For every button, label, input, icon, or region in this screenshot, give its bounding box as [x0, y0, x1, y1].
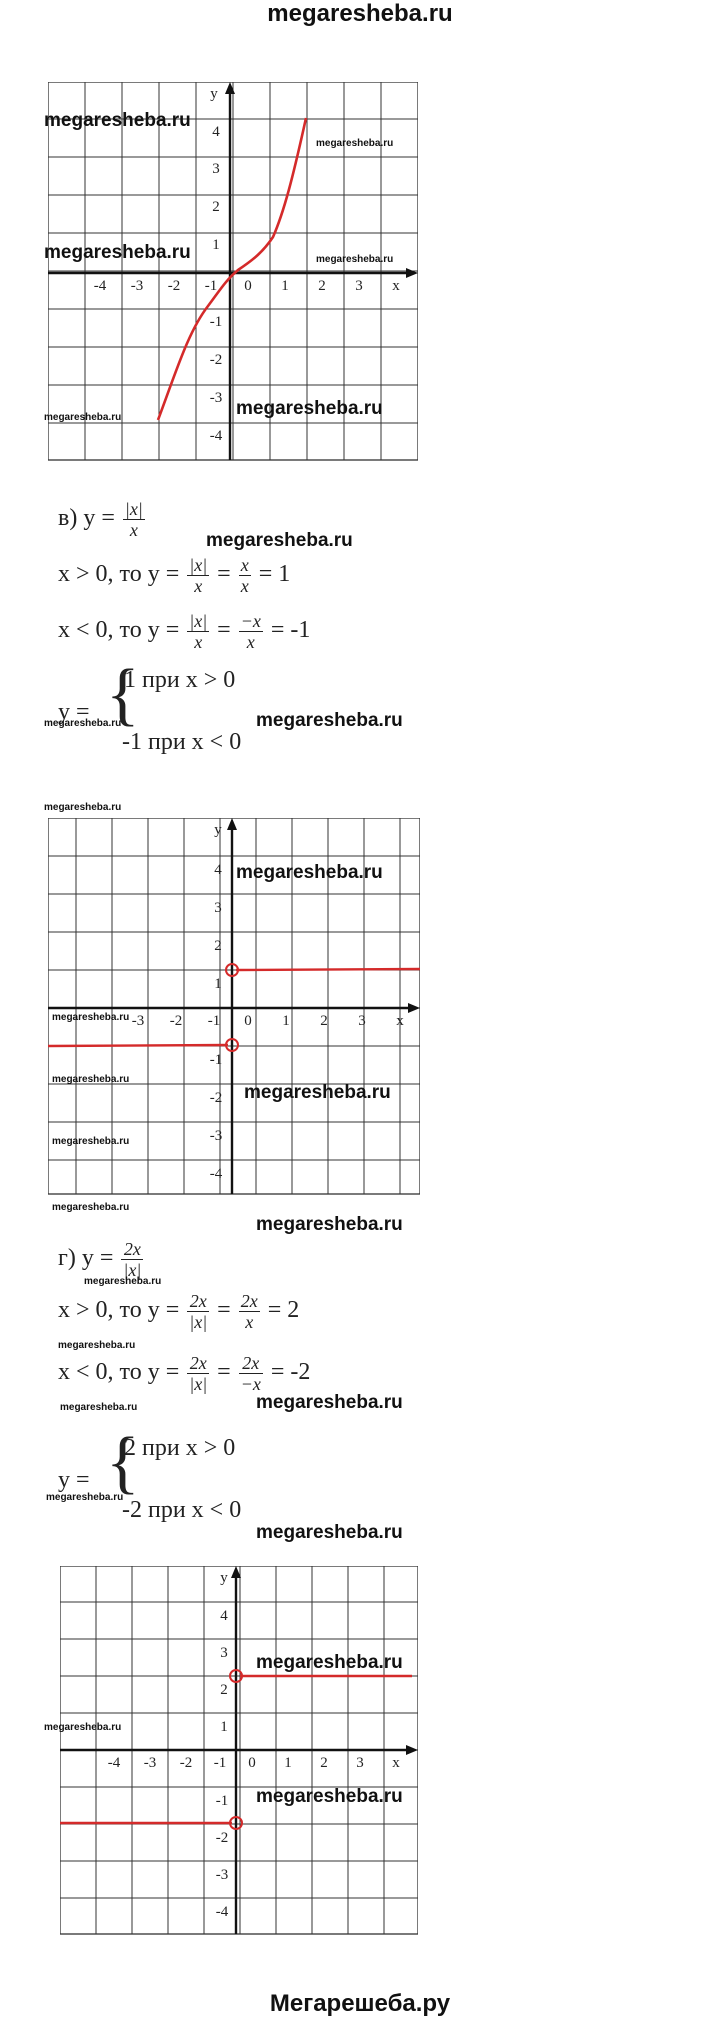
tick-y: 3	[212, 161, 220, 177]
x-axis-arrow-2	[408, 1003, 420, 1013]
tick-y: 4	[212, 124, 220, 140]
part-g-system-line-2: -2 при x < 0	[122, 1497, 242, 1523]
tick-x: 3	[356, 1755, 364, 1771]
tick-y: 2	[214, 938, 222, 954]
tick-y: -1	[209, 314, 223, 330]
watermark: megaresheba.ru	[44, 718, 122, 729]
tick-x: 2	[318, 278, 326, 294]
tick-x: 3	[355, 278, 363, 294]
watermark: megaresheba.ru	[84, 1276, 162, 1287]
part-g-system-line-1: 2 при x > 0	[124, 1435, 236, 1461]
part-g-definition: г) y = $\frac{2x}{|x|}$	[58, 1239, 142, 1280]
tick-y: -2	[215, 1830, 229, 1846]
watermark: megaresheba.ru	[52, 1012, 130, 1023]
part-g-case-positive: x > 0, то y = $\frac{2x}{|x|}$ = $\frac{2x}{x}$ = 2	[58, 1291, 300, 1332]
y-axis-arrow-2	[227, 818, 237, 830]
tick-y: -3	[215, 1867, 229, 1883]
tick-y: -1	[215, 1793, 229, 1809]
graph-3	[60, 1566, 418, 1936]
part-v-system-line-2: -1 при x < 0	[122, 729, 242, 755]
watermark: megaresheba.ru	[46, 1492, 124, 1503]
tick-y: -2	[209, 1090, 223, 1106]
tick-y: 3	[214, 900, 222, 916]
part-v-definition: в) y = $\frac{|x|}{x}$	[58, 499, 143, 540]
watermark: megaresheba.ru	[44, 242, 191, 263]
tick-x: 0	[248, 1755, 256, 1771]
tick-y: 2	[220, 1682, 228, 1698]
tick-x: -1	[204, 278, 218, 294]
tick-y: -4	[209, 1166, 223, 1182]
tick-y: 3	[220, 1645, 228, 1661]
watermark: megaresheba.ru	[58, 1340, 136, 1351]
watermark: megaresheba.ru	[52, 1136, 130, 1147]
tick-x: 0	[244, 278, 252, 294]
tick-x: -2	[179, 1755, 193, 1771]
tick-x: 2	[320, 1755, 328, 1771]
watermark: megaresheba.ru	[236, 398, 383, 419]
system-brace: {	[106, 656, 140, 733]
x-axis-label: x	[396, 1013, 404, 1029]
watermark: megaresheba.ru	[60, 1402, 138, 1413]
watermark: megaresheba.ru	[256, 1392, 403, 1413]
tick-x: -2	[167, 278, 181, 294]
tick-y: -3	[209, 390, 223, 406]
tick-y: -2	[209, 352, 223, 368]
tick-y: 4	[214, 862, 222, 878]
part-v-case-positive: x > 0, то y = $\frac{|x|}{x}$ = $\frac{x}{x}$ = 1	[58, 555, 291, 596]
tick-x: 2	[320, 1013, 328, 1029]
footer-site[interactable]: Мегарешеба.ру	[269, 1990, 451, 2017]
watermark: megaresheba.ru	[256, 1652, 403, 1673]
part-v-case-negative: x < 0, то y = $\frac{|x|}{x}$ = $\frac{-x}{x}$ = -1	[58, 611, 311, 652]
tick-x: -1	[207, 1013, 221, 1029]
part-v-system-line-1: 1 при x > 0	[124, 667, 236, 693]
watermark: megaresheba.ru	[316, 138, 394, 149]
tick-y: 1	[220, 1719, 228, 1735]
tick-y: -3	[209, 1128, 223, 1144]
y-axis-label: y	[210, 86, 218, 102]
watermark: megaresheba.ru	[44, 1722, 122, 1733]
tick-y: 2	[212, 199, 220, 215]
watermark: megaresheba.ru	[316, 254, 394, 265]
part-g-case-negative: x < 0, то y = $\frac{2x}{|x|}$ = $\frac{2x}{-x}$ = -2	[58, 1353, 311, 1394]
tick-x: -3	[143, 1755, 157, 1771]
tick-x: -1	[213, 1755, 227, 1771]
tick-x: 0	[244, 1013, 252, 1029]
watermark: megaresheba.ru	[244, 1082, 391, 1103]
watermark: megaresheba.ru	[52, 1202, 130, 1213]
x-axis-arrow-1	[406, 268, 418, 278]
axes-3	[60, 1570, 412, 1934]
tick-x: -4	[93, 278, 107, 294]
watermark: megaresheba.ru	[44, 412, 122, 423]
watermark: megaresheba.ru	[44, 802, 122, 813]
y-axis-label: y	[220, 1570, 228, 1586]
watermark: megaresheba.ru	[44, 110, 191, 131]
tick-y: -4	[215, 1904, 229, 1920]
watermark: megaresheba.ru	[256, 1214, 403, 1235]
tick-x: 1	[284, 1755, 292, 1771]
watermark: megaresheba.ru	[206, 530, 353, 551]
tick-x: -3	[130, 278, 144, 294]
tick-y: 1	[214, 976, 222, 992]
system-brace: {	[106, 1424, 140, 1501]
part-v-system-lhs: y =	[58, 699, 90, 725]
tick-y: 1	[212, 237, 220, 253]
tick-y: 4	[220, 1608, 228, 1624]
watermark: megaresheba.ru	[256, 1522, 403, 1543]
tick-x: 1	[281, 278, 289, 294]
x-axis-label: x	[392, 278, 400, 294]
y-axis-label: y	[214, 822, 222, 838]
tick-x: -2	[169, 1013, 183, 1029]
tick-x: 3	[358, 1013, 366, 1029]
x-axis-label: x	[392, 1755, 400, 1771]
tick-x: 1	[282, 1013, 290, 1029]
part-g-system-lhs: y =	[58, 1467, 90, 1493]
site-title[interactable]: megaresheba.ru	[267, 0, 453, 27]
cubic-curve	[158, 118, 306, 420]
graph-line-negative	[48, 1045, 228, 1046]
watermark: megaresheba.ru	[52, 1074, 130, 1085]
tick-y: -1	[209, 1052, 223, 1068]
watermark: megaresheba.ru	[256, 1786, 403, 1807]
watermark: megaresheba.ru	[256, 710, 403, 731]
watermark: megaresheba.ru	[236, 862, 383, 883]
x-axis-arrow-3	[406, 1745, 418, 1755]
tick-y: -4	[209, 428, 223, 444]
tick-x: -4	[107, 1755, 121, 1771]
tick-x: -3	[131, 1013, 145, 1029]
graph-line-positive	[236, 969, 420, 970]
